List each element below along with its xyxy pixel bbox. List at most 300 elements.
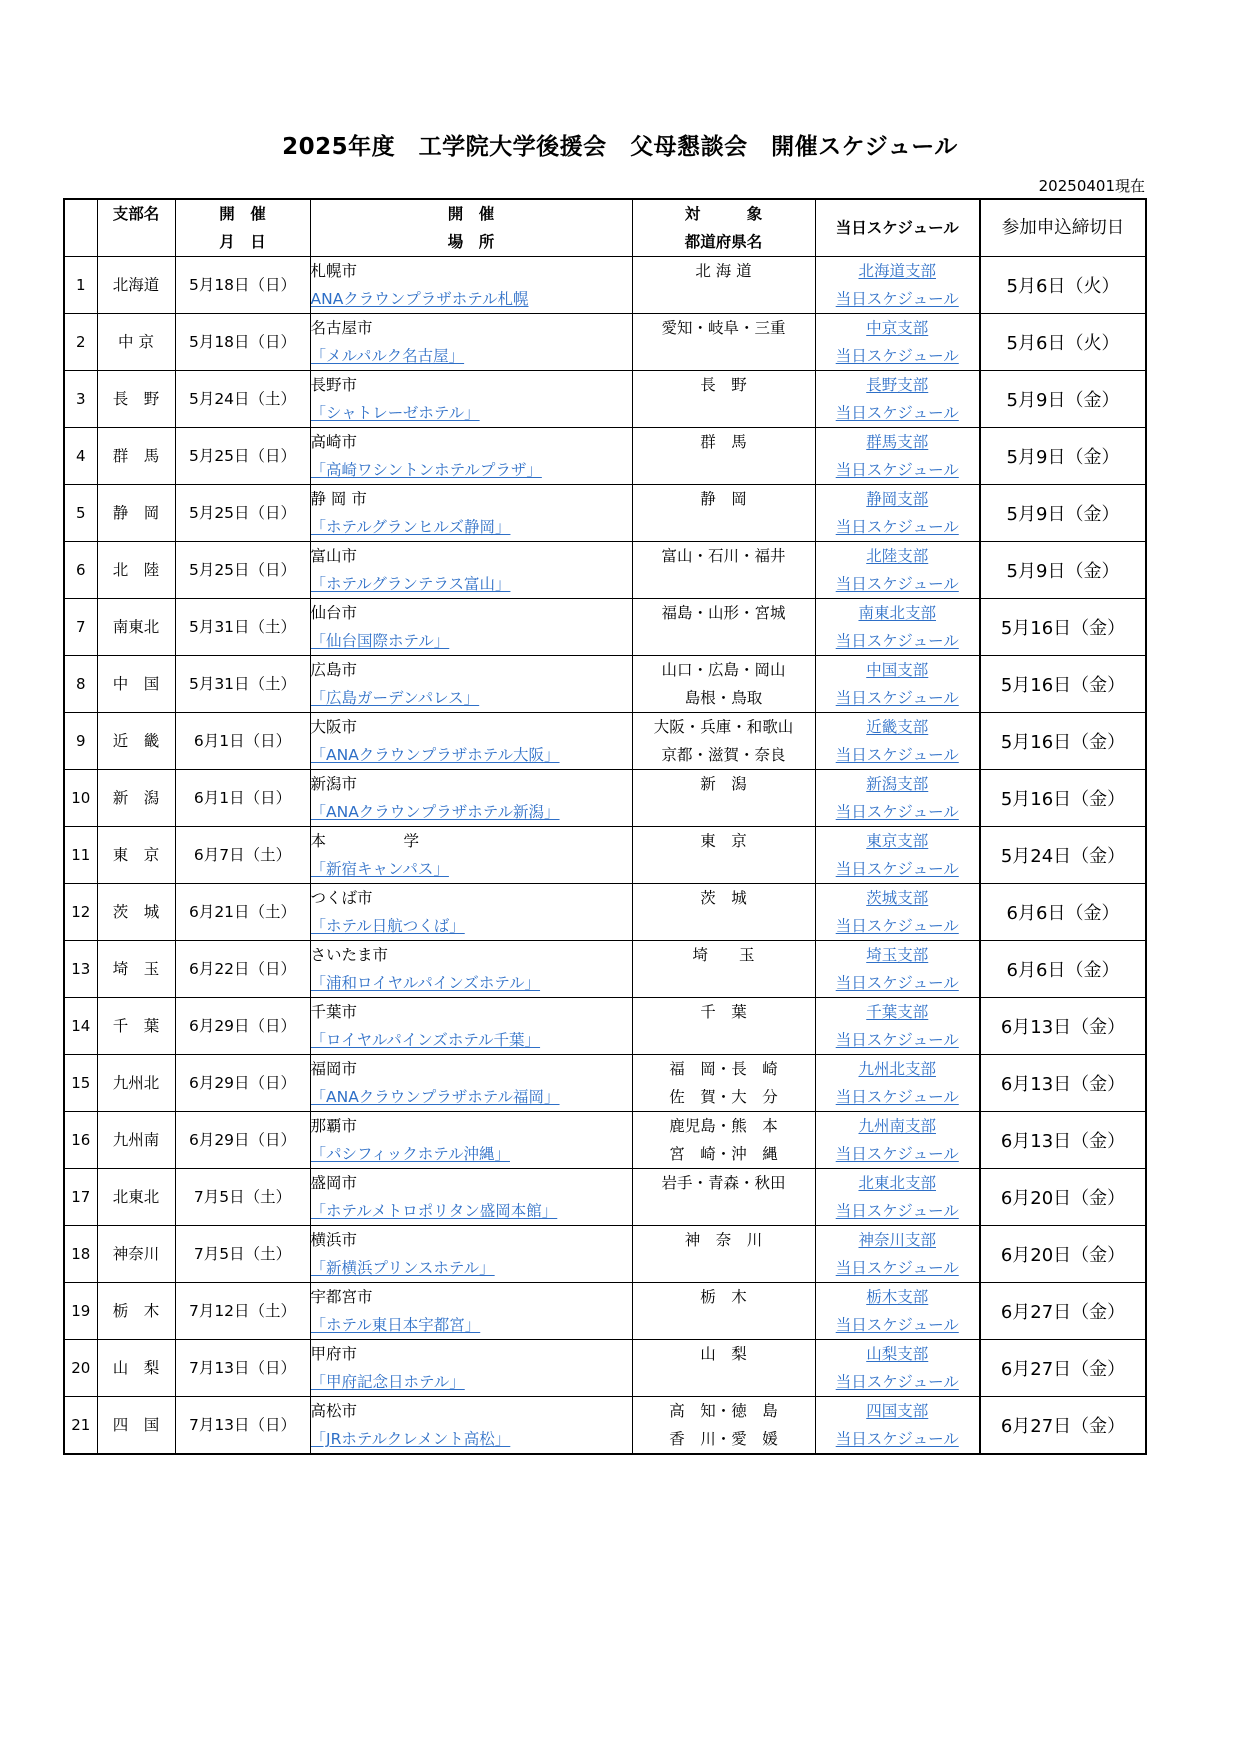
day-schedule-link[interactable]: 当日スケジュール (835, 632, 959, 650)
prefecture-line-2 (633, 969, 815, 997)
table-row (64, 770, 1146, 827)
venue-cell (310, 428, 632, 485)
branch-link[interactable]: 南東北支部 (858, 604, 936, 622)
venue-city: 高崎市 (310, 433, 358, 451)
prefecture-cell (632, 1226, 815, 1283)
prefecture-line-1: 鹿児島・熊 本 (669, 1117, 778, 1135)
prefecture-line-2 (633, 1197, 815, 1225)
venue-city: 高松市 (310, 1402, 358, 1420)
venue-city: 盛岡市 (310, 1174, 358, 1192)
venue-cell (310, 485, 632, 542)
branch-name: 四 国 (97, 1397, 175, 1455)
prefecture-line-1: 神 奈 川 (684, 1231, 763, 1249)
row-number: 10 (64, 770, 97, 827)
branch-link[interactable]: 長野支部 (866, 376, 929, 394)
schedule-links-cell (815, 941, 980, 998)
prefecture-cell (632, 827, 815, 884)
prefecture-cell (632, 1112, 815, 1169)
venue-city: つくば市 (310, 889, 373, 907)
row-number: 3 (64, 371, 97, 428)
schedule-rows (64, 257, 1146, 1455)
venue-cell (310, 884, 632, 941)
schedule-links-cell (815, 1340, 980, 1397)
deadline-date: 5月16日（金） (980, 599, 1146, 656)
schedule-links-cell (815, 428, 980, 485)
header-row (64, 199, 1146, 257)
venue-link[interactable]: 「メルパルク名古屋」 (310, 347, 465, 365)
venue-cell (310, 1283, 632, 1340)
schedule-links-cell (815, 884, 980, 941)
row-number: 15 (64, 1055, 97, 1112)
branch-name: 北東北 (97, 1169, 175, 1226)
schedule-links-cell (815, 485, 980, 542)
prefecture-line-2 (633, 513, 815, 541)
row-number: 19 (64, 1283, 97, 1340)
event-date: 7月5日（土） (175, 1226, 310, 1283)
deadline-date: 5月9日（金） (980, 371, 1146, 428)
day-schedule-link[interactable]: 当日スケジュール (835, 803, 959, 821)
event-date: 6月29日（日） (175, 1055, 310, 1112)
event-date: 5月25日（日） (175, 428, 310, 485)
prefecture-cell (632, 314, 815, 371)
prefecture-line-2 (633, 1026, 815, 1054)
venue-city: 札幌市 (310, 262, 358, 280)
venue-cell (310, 1226, 632, 1283)
prefecture-line-1: 群 馬 (700, 433, 747, 451)
day-schedule-link[interactable]: 当日スケジュール (835, 347, 959, 365)
table-row (64, 1112, 1146, 1169)
venue-cell (310, 542, 632, 599)
venue-cell (310, 998, 632, 1055)
event-date: 5月18日（日） (175, 257, 310, 314)
schedule-links-cell (815, 827, 980, 884)
day-schedule-link[interactable]: 当日スケジュール (835, 1373, 959, 1391)
event-date: 5月25日（日） (175, 542, 310, 599)
branch-link[interactable]: 北東北支部 (858, 1174, 936, 1192)
row-number: 20 (64, 1340, 97, 1397)
table-row (64, 485, 1146, 542)
venue-city: 名古屋市 (310, 319, 373, 337)
page-title: 2025年度 工学院大学後援会 父母懇談会 開催スケジュール (282, 134, 958, 160)
prefecture-line-2 (633, 1368, 815, 1396)
branch-name: 新 潟 (97, 770, 175, 827)
deadline-date: 6月20日（金） (980, 1226, 1146, 1283)
deadline-date: 5月24日（金） (980, 827, 1146, 884)
prefecture-cell (632, 1340, 815, 1397)
table-row (64, 827, 1146, 884)
prefecture-cell (632, 1055, 815, 1112)
venue-link[interactable]: 「ホテル東日本宇都宮」 (310, 1316, 481, 1334)
deadline-date: 6月13日（金） (980, 998, 1146, 1055)
prefecture-line-1: 千 葉 (700, 1003, 747, 1021)
branch-name: 南東北 (97, 599, 175, 656)
prefecture-cell (632, 542, 815, 599)
header-deadline: 参加申込締切日 (980, 199, 1146, 257)
venue-cell (310, 656, 632, 713)
deadline-date: 6月27日（金） (980, 1283, 1146, 1340)
venue-link[interactable]: 「新横浜プリンスホテル」 (310, 1259, 495, 1277)
deadline-date: 6月13日（金） (980, 1112, 1146, 1169)
day-schedule-link[interactable]: 当日スケジュール (835, 974, 959, 992)
branch-link[interactable]: 茨城支部 (866, 889, 929, 907)
venue-cell (310, 1055, 632, 1112)
prefecture-line-2 (633, 627, 815, 655)
venue-link[interactable]: 「ホテル日航つくば」 (310, 917, 465, 935)
event-date: 5月31日（土） (175, 599, 310, 656)
day-schedule-link[interactable]: 当日スケジュール (835, 1031, 959, 1049)
prefecture-cell (632, 1283, 815, 1340)
prefecture-line-1: 長 野 (700, 376, 747, 394)
table-row (64, 941, 1146, 998)
venue-city: さいたま市 (310, 946, 389, 964)
prefecture-line-1: 福島・山形・宮城 (661, 604, 786, 622)
event-date: 7月12日（土） (175, 1283, 310, 1340)
branch-name: 山 梨 (97, 1340, 175, 1397)
prefecture-line-2: 香 川・愛 媛 (669, 1430, 778, 1448)
prefecture-cell (632, 1169, 815, 1226)
day-schedule-link[interactable]: 当日スケジュール (835, 860, 959, 878)
venue-link[interactable]: 「ホテルグランヒルズ静岡」 (310, 518, 511, 536)
branch-name: 神奈川 (97, 1226, 175, 1283)
venue-link[interactable]: 「パシフィックホテル沖縄」 (310, 1145, 510, 1163)
prefecture-cell (632, 257, 815, 314)
event-date: 6月29日（日） (175, 1112, 310, 1169)
header-no (64, 199, 97, 257)
day-schedule-link[interactable]: 当日スケジュール (835, 1145, 959, 1163)
deadline-date: 5月6日（火） (980, 257, 1146, 314)
header-venue: 開 催 場 所 (310, 199, 632, 257)
branch-name: 近 畿 (97, 713, 175, 770)
day-schedule-link[interactable]: 当日スケジュール (835, 1202, 959, 1220)
day-schedule-link[interactable]: 当日スケジュール (835, 404, 959, 422)
branch-link[interactable]: 群馬支部 (866, 433, 929, 451)
row-number: 12 (64, 884, 97, 941)
deadline-date: 6月20日（金） (980, 1169, 1146, 1226)
table-row (64, 1340, 1146, 1397)
prefecture-cell (632, 998, 815, 1055)
deadline-date: 5月16日（金） (980, 656, 1146, 713)
branch-name: 北海道 (97, 257, 175, 314)
table-row (64, 371, 1146, 428)
prefecture-line-1: 福 岡・長 崎 (669, 1060, 778, 1078)
prefecture-line-1: 静 岡 (700, 490, 747, 508)
schedule-links-cell (815, 656, 980, 713)
venue-link[interactable]: 「ANAクラウンプラザホテル福岡」 (310, 1088, 560, 1106)
schedule-links-cell (815, 1397, 980, 1455)
prefecture-line-2 (633, 399, 815, 427)
prefecture-line-2 (633, 1254, 815, 1282)
deadline-date: 6月27日（金） (980, 1340, 1146, 1397)
event-date: 5月25日（日） (175, 485, 310, 542)
prefecture-line-1: 新 潟 (700, 775, 747, 793)
row-number: 18 (64, 1226, 97, 1283)
venue-city: 本 学 (310, 832, 420, 850)
venue-cell (310, 1397, 632, 1455)
day-schedule-link[interactable]: 当日スケジュール (835, 689, 959, 707)
row-number: 11 (64, 827, 97, 884)
deadline-date: 6月13日（金） (980, 1055, 1146, 1112)
event-date: 6月22日（日） (175, 941, 310, 998)
schedule-links-cell (815, 1112, 980, 1169)
branch-link[interactable]: 千葉支部 (866, 1003, 929, 1021)
branch-name: 九州南 (97, 1112, 175, 1169)
branch-link[interactable]: 静岡支部 (866, 490, 929, 508)
venue-city: 仙台市 (310, 604, 358, 622)
venue-link[interactable]: ANAクラウンプラザホテル札幌 (310, 290, 529, 308)
branch-name: 茨 城 (97, 884, 175, 941)
branch-link[interactable]: 北海道支部 (858, 262, 936, 280)
branch-name: 長 野 (97, 371, 175, 428)
prefecture-line-1: 山口・広島・岡山 (661, 661, 786, 679)
venue-city: 静 岡 市 (310, 490, 367, 508)
table-row (64, 1169, 1146, 1226)
schedule-links-cell (815, 1226, 980, 1283)
as-of-date: 20250401現在 (1038, 177, 1145, 195)
prefecture-cell (632, 485, 815, 542)
schedule-links-cell (815, 713, 980, 770)
schedule-links-cell (815, 314, 980, 371)
venue-cell (310, 599, 632, 656)
venue-cell (310, 1340, 632, 1397)
table-row (64, 1055, 1146, 1112)
schedule-links-cell (815, 770, 980, 827)
schedule-links-cell (815, 1169, 980, 1226)
venue-cell (310, 827, 632, 884)
branch-link[interactable]: 近畿支部 (866, 718, 929, 736)
table-row (64, 884, 1146, 941)
venue-link[interactable]: 「高崎ワシントンホテルプラザ」 (310, 461, 542, 479)
venue-city: 千葉市 (310, 1003, 358, 1021)
branch-name: 埼 玉 (97, 941, 175, 998)
day-schedule-link[interactable]: 当日スケジュール (835, 1088, 959, 1106)
event-date: 7月5日（土） (175, 1169, 310, 1226)
event-date: 6月29日（日） (175, 998, 310, 1055)
day-schedule-link[interactable]: 当日スケジュール (835, 290, 959, 308)
event-date: 5月24日（土） (175, 371, 310, 428)
venue-city: 広島市 (310, 661, 358, 679)
venue-link[interactable]: 「JRホテルクレメント高松」 (310, 1430, 511, 1448)
row-number: 14 (64, 998, 97, 1055)
row-number: 4 (64, 428, 97, 485)
table-row (64, 713, 1146, 770)
prefecture-line-1: 栃 木 (700, 1288, 747, 1306)
venue-cell (310, 257, 632, 314)
table-row (64, 1397, 1146, 1455)
prefecture-line-2 (633, 456, 815, 484)
prefecture-cell (632, 941, 815, 998)
row-number: 6 (64, 542, 97, 599)
prefecture-cell (632, 656, 815, 713)
branch-name: 千 葉 (97, 998, 175, 1055)
prefecture-cell (632, 599, 815, 656)
event-date: 5月31日（土） (175, 656, 310, 713)
header-date: 開 催 月 日 (175, 199, 310, 257)
deadline-date: 5月6日（火） (980, 314, 1146, 371)
venue-link[interactable]: 「広島ガーデンパレス」 (310, 689, 480, 707)
table-row (64, 542, 1146, 599)
event-date: 7月13日（日） (175, 1397, 310, 1455)
venue-cell (310, 371, 632, 428)
venue-cell (310, 314, 632, 371)
day-schedule-link[interactable]: 当日スケジュール (835, 518, 959, 536)
prefecture-line-1: 高 知・徳 島 (669, 1402, 778, 1420)
prefecture-line-1: 埼 玉 (692, 946, 755, 964)
deadline-date: 6月6日（金） (980, 884, 1146, 941)
venue-link[interactable]: 「ANAクラウンプラザホテル大阪」 (310, 746, 560, 764)
prefecture-line-1: 大阪・兵庫・和歌山 (653, 718, 794, 736)
branch-name: 中 京 (97, 314, 175, 371)
prefecture-line-1: 富山・石川・福井 (661, 547, 786, 565)
venue-cell (310, 1169, 632, 1226)
deadline-date: 5月9日（金） (980, 542, 1146, 599)
schedule-links-cell (815, 371, 980, 428)
prefecture-line-2: 島根・鳥取 (684, 689, 763, 707)
event-date: 6月1日（日） (175, 713, 310, 770)
row-number: 1 (64, 257, 97, 314)
day-schedule-link[interactable]: 当日スケジュール (835, 1259, 959, 1277)
deadline-date: 5月9日（金） (980, 428, 1146, 485)
branch-link[interactable]: 中京支部 (866, 319, 929, 337)
schedule-links-cell (815, 257, 980, 314)
row-number: 2 (64, 314, 97, 371)
event-date: 6月7日（土） (175, 827, 310, 884)
branch-link[interactable]: 山梨支部 (866, 1345, 929, 1363)
table-row (64, 314, 1146, 371)
event-date: 6月21日（土） (175, 884, 310, 941)
header-prefecture: 対 象 都道府県名 (632, 199, 815, 257)
header-schedule: 当日スケジュール (815, 199, 980, 257)
branch-link[interactable]: 東京支部 (866, 832, 929, 850)
prefecture-line-2 (633, 855, 815, 883)
row-number: 16 (64, 1112, 97, 1169)
prefecture-line-1: 茨 城 (700, 889, 747, 907)
branch-link[interactable]: 中国支部 (866, 661, 929, 679)
venue-city: 新潟市 (310, 775, 358, 793)
table-row (64, 428, 1146, 485)
prefecture-line-1: 岩手・青森・秋田 (661, 1174, 786, 1192)
venue-city: 横浜市 (310, 1231, 358, 1249)
prefecture-line-1: 愛知・岐阜・三重 (661, 319, 786, 337)
event-date: 7月13日（日） (175, 1340, 310, 1397)
branch-name: 群 馬 (97, 428, 175, 485)
row-number: 9 (64, 713, 97, 770)
branch-link[interactable]: 神奈川支部 (858, 1231, 936, 1249)
day-schedule-link[interactable]: 当日スケジュール (835, 1430, 959, 1448)
schedule-links-cell (815, 1055, 980, 1112)
branch-name: 中 国 (97, 656, 175, 713)
branch-name: 東 京 (97, 827, 175, 884)
branch-link[interactable]: 四国支部 (866, 1402, 929, 1420)
branch-link[interactable]: 栃木支部 (866, 1288, 929, 1306)
prefecture-cell (632, 428, 815, 485)
event-date: 5月18日（日） (175, 314, 310, 371)
schedule-links-cell (815, 998, 980, 1055)
day-schedule-link[interactable]: 当日スケジュール (835, 746, 959, 764)
row-number: 5 (64, 485, 97, 542)
branch-link[interactable]: 九州南支部 (858, 1117, 936, 1135)
venue-cell (310, 770, 632, 827)
venue-city: 甲府市 (310, 1345, 358, 1363)
branch-link[interactable]: 北陸支部 (866, 547, 929, 565)
schedule-links-cell (815, 1283, 980, 1340)
event-date: 6月1日（日） (175, 770, 310, 827)
deadline-date: 6月27日（金） (980, 1397, 1146, 1455)
prefecture-line-1: 東 京 (700, 832, 747, 850)
venue-link[interactable]: 「ロイヤルパインズホテル千葉」 (310, 1031, 541, 1049)
deadline-date: 6月6日（金） (980, 941, 1146, 998)
venue-city: 宇都宮市 (310, 1288, 373, 1306)
deadline-date: 5月16日（金） (980, 770, 1146, 827)
venue-city: 那覇市 (310, 1117, 358, 1135)
prefecture-line-2 (633, 798, 815, 826)
venue-cell (310, 713, 632, 770)
prefecture-cell (632, 371, 815, 428)
venue-link[interactable]: 「ホテルグランテラス富山」 (310, 575, 511, 593)
prefecture-line-2 (633, 912, 815, 940)
prefecture-line-1: 山 梨 (700, 1345, 747, 1363)
row-number: 7 (64, 599, 97, 656)
venue-cell (310, 941, 632, 998)
row-number: 13 (64, 941, 97, 998)
prefecture-line-2: 宮 崎・沖 縄 (669, 1145, 778, 1163)
venue-link[interactable]: 「浦和ロイヤルパインズホテル」 (310, 974, 541, 992)
deadline-date: 5月9日（金） (980, 485, 1146, 542)
prefecture-line-2: 佐 賀・大 分 (669, 1088, 778, 1106)
prefecture-cell (632, 713, 815, 770)
day-schedule-link[interactable]: 当日スケジュール (835, 1316, 959, 1334)
day-schedule-link[interactable]: 当日スケジュール (835, 461, 959, 479)
prefecture-cell (632, 1397, 815, 1455)
table-row (64, 1226, 1146, 1283)
table-row (64, 599, 1146, 656)
prefecture-line-1: 北 海 道 (695, 262, 752, 280)
branch-link[interactable]: 新潟支部 (866, 775, 929, 793)
venue-city: 富山市 (310, 547, 358, 565)
venue-link[interactable]: 「甲府記念日ホテル」 (310, 1373, 465, 1391)
day-schedule-link[interactable]: 当日スケジュール (835, 575, 959, 593)
venue-city: 大阪市 (310, 718, 358, 736)
prefecture-cell (632, 884, 815, 941)
prefecture-cell (632, 770, 815, 827)
table-row (64, 257, 1146, 314)
prefecture-line-2 (633, 342, 815, 370)
table-row (64, 998, 1146, 1055)
row-number: 8 (64, 656, 97, 713)
venue-link[interactable]: 「シャトレーゼホテル」 (310, 404, 480, 422)
venue-link[interactable]: 「仙台国際ホテル」 (310, 632, 450, 650)
schedule-links-cell (815, 542, 980, 599)
venue-city: 長野市 (310, 376, 358, 394)
branch-name: 北 陸 (97, 542, 175, 599)
day-schedule-link[interactable]: 当日スケジュール (835, 917, 959, 935)
table-row (64, 656, 1146, 713)
prefecture-line-2 (633, 1311, 815, 1339)
deadline-date: 5月16日（金） (980, 713, 1146, 770)
venue-link[interactable]: 「新宿キャンパス」 (310, 860, 449, 878)
branch-name: 九州北 (97, 1055, 175, 1112)
branch-name: 静 岡 (97, 485, 175, 542)
schedule-links-cell (815, 599, 980, 656)
branch-link[interactable]: 九州北支部 (858, 1060, 936, 1078)
venue-link[interactable]: 「ホテルメトロポリタン盛岡本館」 (310, 1202, 558, 1220)
prefecture-line-2: 京都・滋賀・奈良 (661, 746, 786, 764)
prefecture-line-2 (633, 570, 815, 598)
header-branch: 支部名 (97, 199, 175, 257)
venue-city: 福岡市 (310, 1060, 358, 1078)
branch-link[interactable]: 埼玉支部 (866, 946, 929, 964)
venue-link[interactable]: 「ANAクラウンプラザホテル新潟」 (310, 803, 560, 821)
schedule-table (63, 198, 1147, 1455)
